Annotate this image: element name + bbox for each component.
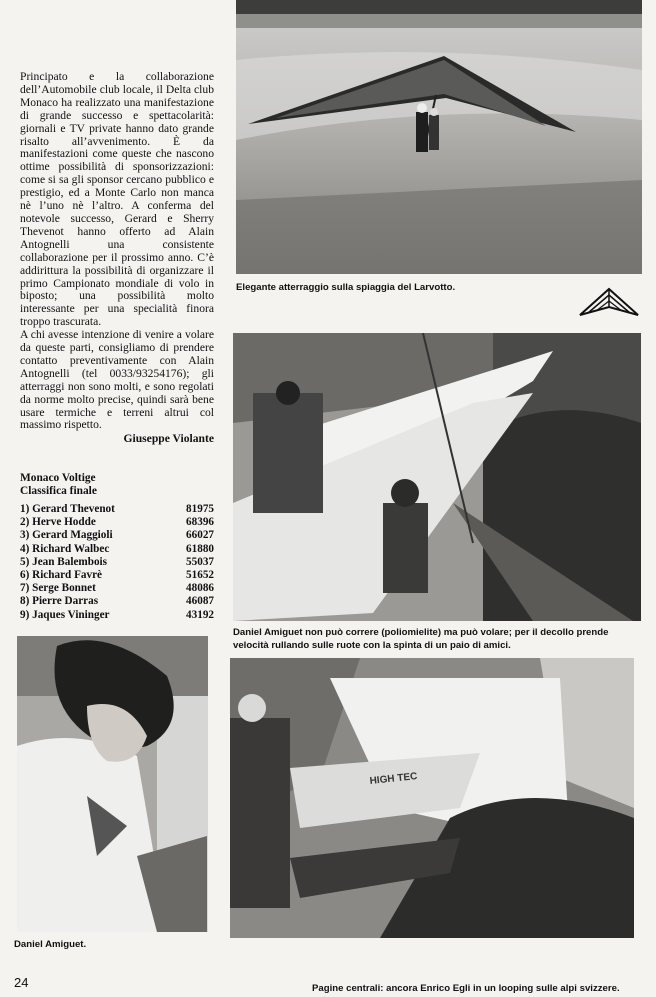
results-heading	[20, 472, 220, 498]
results-row	[20, 529, 214, 542]
results-table	[20, 503, 214, 622]
result-name: 2) Herve Hodde	[20, 516, 96, 529]
beach-landing-photo	[236, 0, 642, 274]
results-row	[20, 595, 214, 608]
centerfold-caption: Pagine centrali: ancora Enrico Egli in un looping sulle alpi svizzere.	[312, 983, 620, 994]
results-row	[20, 543, 214, 556]
result-score: 55037	[186, 555, 214, 568]
portrait-photo-caption: Daniel Amiguet.	[14, 939, 87, 950]
result-name: 3) Gerard Maggioli	[20, 529, 113, 542]
result-score: 81975	[186, 503, 214, 515]
results-row	[20, 556, 214, 569]
results-title-line-2: Classifica finale	[20, 485, 97, 497]
result-name: 5) Jean Balembois	[20, 555, 108, 568]
result-score: 43192	[186, 608, 214, 621]
result-score: 61880	[186, 542, 214, 555]
article-paragraph-1: Principato e la collaborazione dell’Automobile club locale, il Delta club Monaco ha realizzato una manifestazione di grande successo e spettacolarità: giornali e TV private hanno dato grande risalto all’avvenimento. È da manifestazioni come queste che nascono ottime possibilità di sponsorizzazioni: come si sa gli sponsor cercano pubblico e prestigio, ed a Monte Carlo non manca nè l’uno nè l’altro. A conferma del notevole successo, Gerard e Sherry Thevenot hanno offerto ad Alain Antognelli una consistente collaborazione per il prossimo anno. C’è addirittura la possibilità di organizzare il primo Campionato mondiale di volo in biposto; una possibilità molto interessante per una specialità finora troppo trascurata.	[20, 70, 214, 329]
sail-lettering: HIGH TEC	[369, 771, 418, 787]
results-row	[20, 582, 214, 595]
beach-photo-caption: Elegante atterraggio sulla spiaggia del Larvotto.	[236, 282, 456, 293]
portrait-photo	[17, 636, 208, 932]
cliff-launch-photo	[230, 658, 634, 938]
results-row	[20, 516, 214, 529]
result-name: 7) Serge Bonnet	[20, 582, 96, 595]
delta-wing-logo-icon	[578, 285, 640, 319]
results-row	[20, 569, 214, 582]
result-score: 48086	[186, 582, 214, 595]
results-row	[20, 609, 214, 622]
page-number: 24	[14, 975, 29, 990]
result-name: 4) Richard Walbec	[20, 542, 110, 555]
takeoff-photo	[233, 333, 641, 621]
results-title-line-1: Monaco Voltige	[20, 472, 96, 484]
result-score: 51652	[186, 568, 214, 581]
result-name: 9) Jaques Vininger	[20, 608, 110, 621]
result-score: 66027	[186, 529, 214, 542]
article-author: Giuseppe Violante	[123, 432, 214, 446]
result-name: 1) Gerard Thevenot	[20, 503, 115, 515]
article-paragraph-2: A chi avesse intenzione di venire a volare da queste parti, consigliamo di prendere contatto preventivamente con Alain Antognelli (tel 0033/93254176); gli atterraggi non sono molti, e sono regolati da norme molto precise, quindi sarà bene usare termiche e terreni altrui col massimo rispetto.	[20, 328, 214, 432]
takeoff-photo-caption: Daniel Amiguet non può correre (poliomielite) ma può volare; per il decollo prende velocità rullando sulle ruote con la spinta di un paio di amici.	[233, 627, 609, 651]
result-name: 6) Richard Favrè	[20, 568, 103, 581]
results-row	[20, 503, 214, 516]
result-name: 8) Pierre Darras	[20, 595, 99, 608]
result-score: 68396	[186, 516, 214, 529]
article-body	[20, 71, 214, 446]
result-score: 46087	[186, 595, 214, 608]
